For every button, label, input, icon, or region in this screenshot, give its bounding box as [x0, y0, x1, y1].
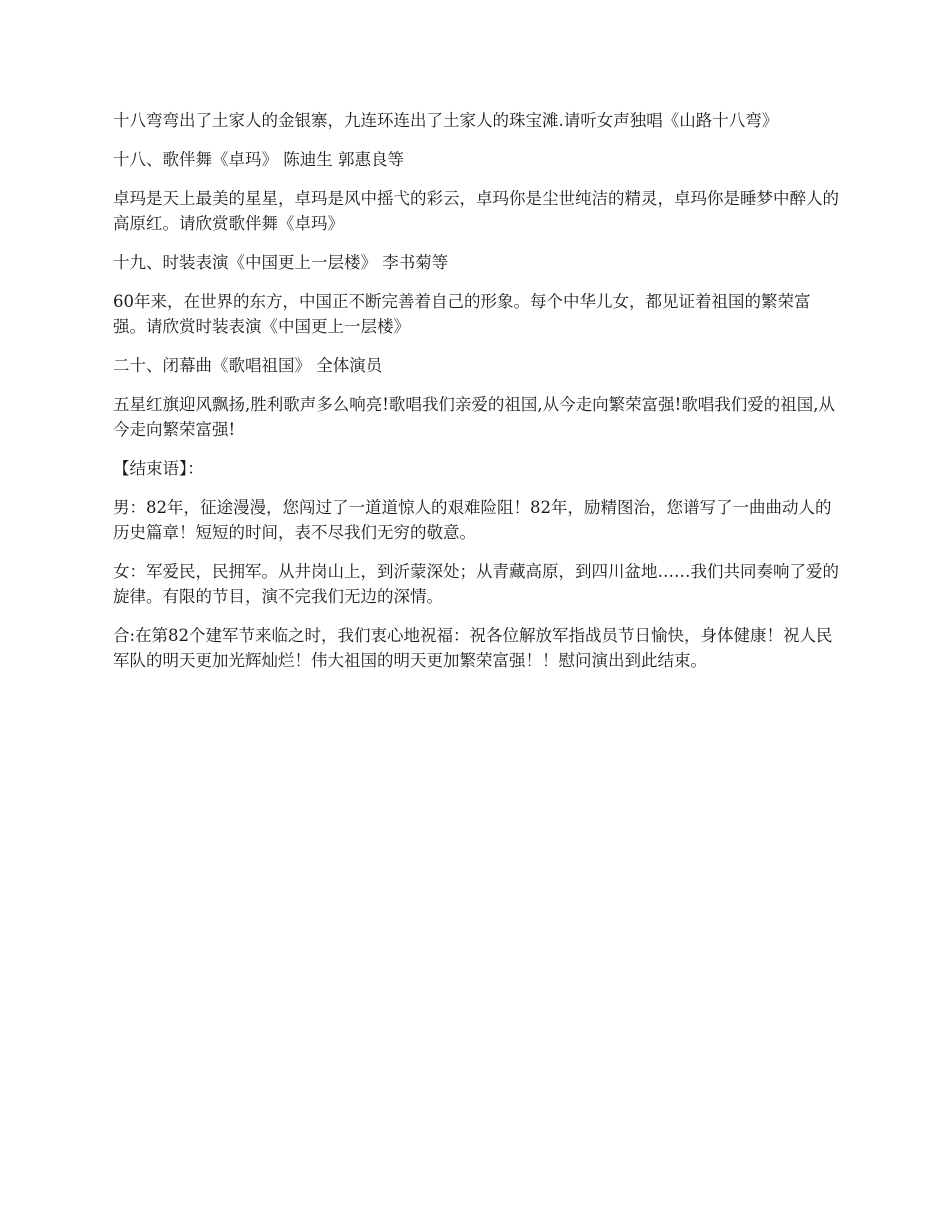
- paragraph-female-host: 女：军爱民，民拥军。从井岗山上，到沂蒙深处；从青藏高原，到四川盆地……我们共同奏响了爱的旋律。有限的节目，演不完我们无边的深情。: [113, 562, 839, 606]
- program-item-20-heading: 二十、闭幕曲《歌唱祖国》 全体演员: [113, 356, 383, 375]
- paragraph-together-closing: 合:在第82个建军节来临之时，我们衷心地祝福：祝各位解放军指战员节日愉快，身体健康！祝人民军队的明天更加光辉灿烂！伟大祖国的明天更加繁荣富强！！慰问演出到此结束。: [113, 626, 833, 670]
- program-item-18-heading: 十八、歌伴舞《卓玛》 陈迪生 郭惠良等: [113, 150, 404, 169]
- program-item-19-heading: 十九、时装表演《中国更上一层楼》 李书菊等: [113, 253, 449, 272]
- paragraph-zhuoma-intro: 卓玛是天上最美的星星，卓玛是风中摇弋的彩云，卓玛你是尘世纯洁的精灵，卓玛你是睡梦中醉人的高原红。请欣赏歌伴舞《卓玛》: [113, 189, 839, 233]
- paragraph-fashion-show-intro: 60年来，在世界的东方，中国正不断完善着自己的形象。每个中华儿女，都见证着祖国的繁荣富强。请欣赏时装表演《中国更上一层楼》: [113, 292, 811, 336]
- paragraph-song-mountain-road: 十八弯弯出了土家人的金银寨，九连环连出了土家人的珠宝滩.请听女声独唱《山路十八弯》: [113, 111, 779, 130]
- closing-remarks-heading: 【结束语】：: [113, 459, 204, 478]
- document-page: [113, 108, 840, 687]
- paragraph-closing-song-lyrics: 五星红旗迎风飘扬,胜利歌声多么响亮!歌唱我们亲爱的祖国,从今走向繁荣富强!歌唱我们爱的祖国,从今走向繁荣富强!: [113, 395, 835, 439]
- paragraph-male-host: 男：82年，征途漫漫，您闯过了一道道惊人的艰难险阻！82年，励精图治，您谱写了一曲曲动人的历史篇章！短短的时间，表不尽我们无穷的敬意。: [113, 498, 832, 542]
